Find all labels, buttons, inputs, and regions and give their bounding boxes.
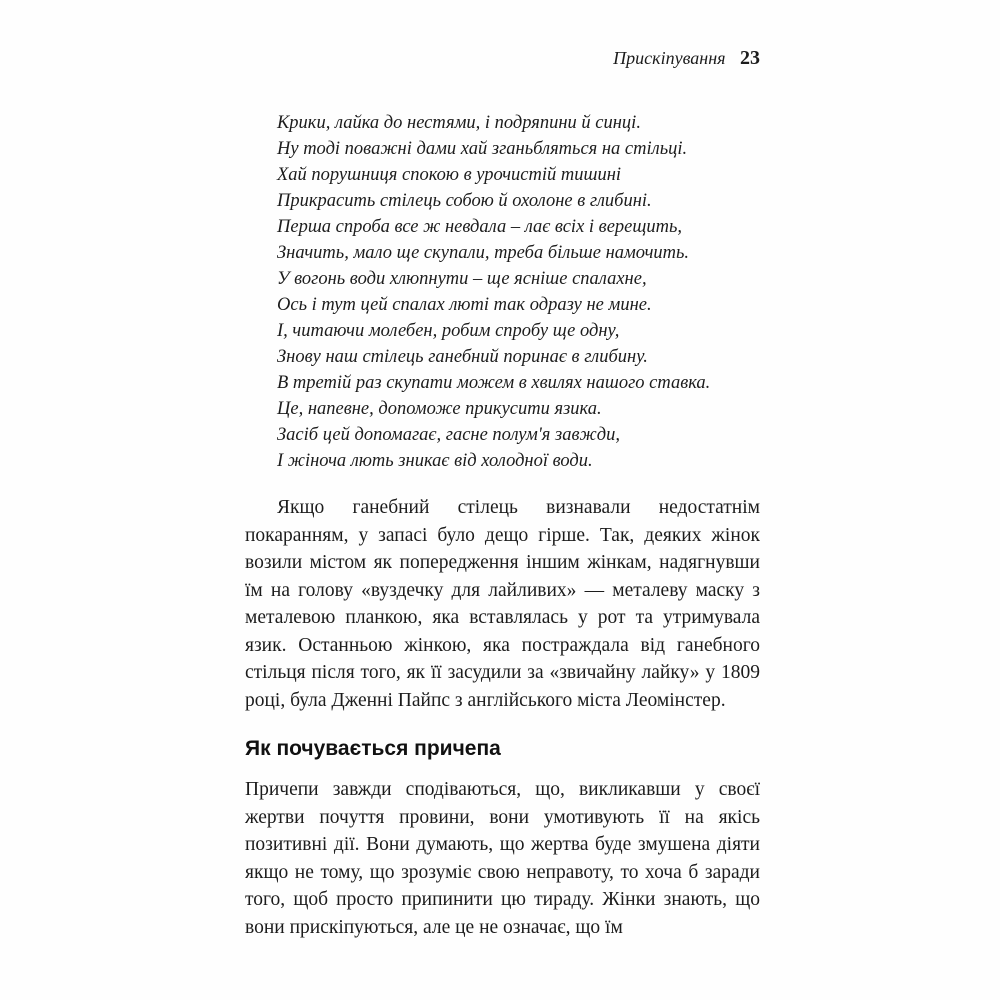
poem-line: Засіб цей допомагає, гасне полум'я завжди,	[277, 425, 620, 445]
paragraph-nagger-feelings: Причепи завжди сподіваються, що, викликавши у своєї жертви почуття провини, вони умотивують її на якісь позитивні дії. Вони думають, що жертва буде змушена діяти якщо не тому, що зрозуміє свою неправоту, то хоча б заради того, щоб просто припинити цю тираду. Жінки знають, що вони прискіпуються, але це не означає, що їм	[245, 779, 760, 938]
poem-line: Крики, лайка до нестями, і подряпини й синці.	[277, 113, 641, 133]
poem-block	[277, 110, 760, 474]
poem-line: Ось і тут цей спалах люті так одразу не мине.	[277, 295, 652, 315]
poem-line: Перша спроба все ж невдала – лає всіх і верещить,	[277, 217, 682, 237]
poem-line: Ну тоді поважні дами хай зганьбляться на стільці.	[277, 139, 688, 159]
poem-line: І жіноча лють зникає від холодної води.	[277, 451, 593, 471]
poem-line: Значить, мало ще скупали, треба більше намочить.	[277, 243, 690, 263]
poem-line: У вогонь води хлюпнути – ще ясніше спалахне,	[277, 269, 647, 289]
poem-line: В третій раз скупати можем в хвилях нашого ставка.	[277, 373, 711, 393]
page-number: 23	[740, 47, 760, 69]
poem-line: Знову наш стілець ганебний поринає в глибину.	[277, 347, 648, 367]
poem-line: Це, напевне, допоможе прикусити язика.	[277, 399, 602, 419]
running-header	[245, 46, 760, 70]
poem-line: Прикрасить стілець собою й охолоне в глибині.	[277, 191, 652, 211]
running-title: Прискіпування	[613, 48, 726, 68]
poem-line: Хай порушниця спокою в урочистій тишині	[277, 165, 622, 185]
poem-line: І, читаючи молебен, робим спробу ще одну,	[277, 321, 620, 341]
section-heading: Як почувається причепа	[245, 737, 501, 760]
paragraph-shame-chair: Якщо ганебний стілець визнавали недостатнім покаранням, у запасі було дещо гірше. Так, деяких жінок возили містом як попередження іншим жінкам, надягнувши їм на голову «вуздечку для лайливих» — металеву маску з металевою планкою, яка вставлялась у рот та утримувала язик. Останньою жінкою, яка постраждала від ганебного стільця після того, як її засудили за «звичайну лайку» у 1809 році, була Дженні Пайпс з англійського міста Леомінстер.	[245, 497, 760, 711]
